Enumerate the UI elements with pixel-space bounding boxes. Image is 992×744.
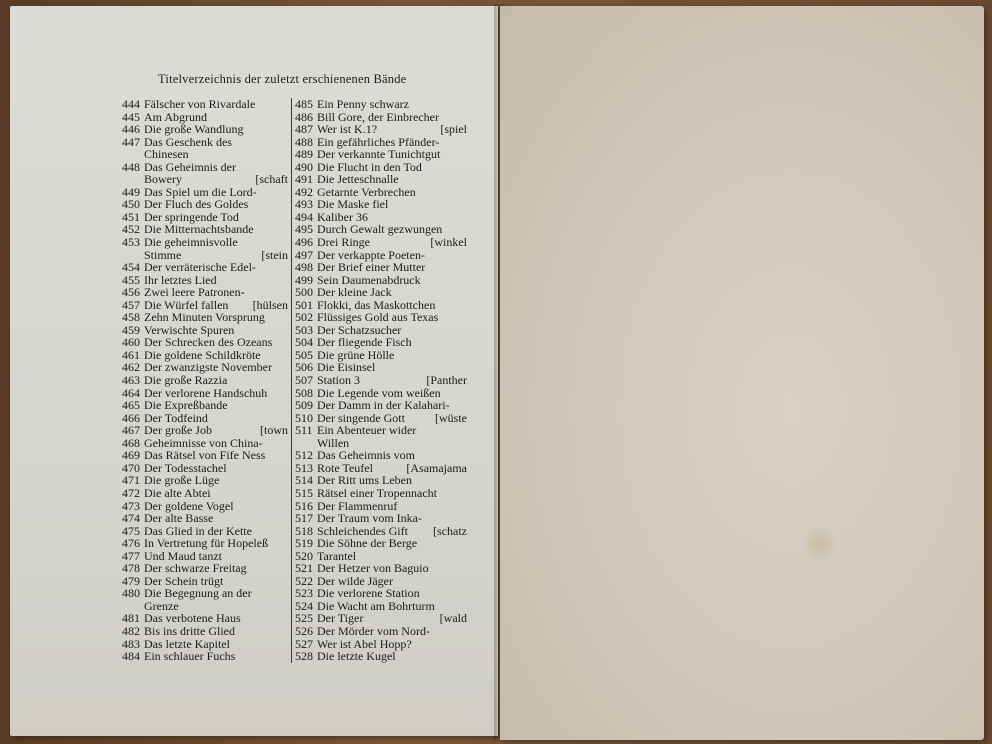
volume-title: Die Wacht am Bohrturm — [317, 598, 435, 613]
volume-title: Die große Wandlung — [144, 122, 244, 137]
volume-title: Bill Gore, der Einbrecher — [317, 109, 439, 124]
volume-number: 475 — [122, 523, 140, 538]
volume-number: 485 — [295, 97, 313, 111]
volume-number: 477 — [122, 548, 140, 563]
volume-title: Willen — [317, 435, 350, 450]
volume-title: Ein gefährliches Pfänder- — [317, 134, 440, 149]
volume-number: 490 — [295, 159, 313, 174]
volume-number: 470 — [122, 460, 140, 475]
volume-number: 455 — [122, 272, 140, 287]
volume-number: 528 — [295, 649, 313, 664]
volume-number: 525 — [295, 611, 313, 626]
volume-number: 506 — [295, 360, 313, 375]
volume-number: 502 — [295, 310, 313, 325]
volume-number: 497 — [295, 247, 313, 262]
volume-number: 500 — [295, 285, 313, 300]
volume-title: Drei Ringe — [317, 235, 370, 250]
volume-number: 498 — [295, 260, 313, 275]
volume-title: Die grüne Hölle — [317, 347, 395, 362]
volume-title: Der alte Basse — [144, 511, 214, 526]
volume-title: Chinesen — [144, 147, 189, 162]
volume-number: 491 — [295, 172, 313, 187]
volume-title: Fälscher von Rivardale — [144, 97, 256, 111]
volume-title: Ihr letztes Lied — [144, 272, 217, 287]
volume-title: Der verkappte Poeten- — [317, 247, 425, 262]
volume-number: 526 — [295, 623, 313, 638]
volume-title: Der zwanzigste November — [144, 360, 272, 375]
volume-title: Der kleine Jack — [317, 285, 392, 300]
volume-title: Ein Abenteuer wider — [317, 423, 417, 438]
volume-title: Wer ist Abel Hopp? — [317, 636, 412, 651]
volume-number: 518 — [295, 523, 313, 538]
volume-title: Der Schein trügt — [144, 573, 224, 588]
volume-title: Das Geschenk des — [144, 134, 232, 149]
volume-number: 471 — [122, 473, 140, 488]
volume-title: Zwei leere Patronen- — [144, 285, 245, 300]
volume-number: 486 — [295, 109, 313, 124]
volume-title: Der Todfeind — [144, 410, 208, 425]
title-continuation: [wüste — [435, 410, 467, 425]
volume-title: Die große Lüge — [144, 473, 220, 488]
volume-number: 520 — [295, 548, 313, 563]
volume-title: Der goldene Vogel — [144, 498, 234, 513]
volume-number: 482 — [122, 623, 140, 638]
volume-number: 517 — [295, 511, 313, 526]
volume-number: 509 — [295, 398, 313, 413]
volume-title: Die verlorene Station — [317, 586, 420, 601]
volume-number: 499 — [295, 272, 313, 287]
volume-title: Die große Razzia — [144, 373, 228, 388]
volume-title: Der Mörder vom Nord- — [317, 623, 430, 638]
volume-number: 453 — [122, 235, 140, 250]
volume-number: 466 — [122, 410, 140, 425]
volume-number: 457 — [122, 297, 140, 312]
title-entry — [295, 650, 467, 663]
volume-number: 480 — [122, 586, 140, 601]
volume-number: 511 — [295, 423, 313, 438]
title-continuation: [wald — [439, 611, 467, 626]
volume-title: Der Flammenruf — [317, 498, 398, 513]
volume-title: Und Maud tanzt — [144, 548, 222, 563]
volume-title: Das Glied in der Kette — [144, 523, 252, 538]
volume-title: Der Traum vom Inka- — [317, 511, 422, 526]
volume-title: Die Würfel fallen — [144, 297, 229, 312]
volume-title: Das Geheimnis der — [144, 159, 236, 174]
volume-number: 513 — [295, 460, 313, 475]
volume-title: In Vertretung für Hopeleß — [144, 536, 269, 551]
volume-number: 519 — [295, 536, 313, 551]
volume-number: 461 — [122, 347, 140, 362]
volume-title: Das verbotene Haus — [144, 611, 241, 626]
volume-number: 468 — [122, 435, 140, 450]
volume-title: Das Rätsel von Fife Ness — [144, 448, 266, 463]
volume-number: 444 — [122, 97, 140, 111]
title-continuation: [hülsen — [252, 297, 288, 312]
volume-number: 508 — [295, 385, 313, 400]
volume-number: 445 — [122, 109, 140, 124]
volume-number: 450 — [122, 197, 140, 212]
volume-title: Die Flucht in den Tod — [317, 159, 422, 174]
volume-number: 514 — [295, 473, 313, 488]
paper-stain — [800, 526, 840, 562]
volume-title: Der verlorene Handschuh — [144, 385, 268, 400]
title-continuation: [spiel — [440, 122, 467, 137]
volume-number: 515 — [295, 485, 313, 500]
volume-number: 505 — [295, 347, 313, 362]
volume-number: 465 — [122, 398, 140, 413]
title-entry — [122, 587, 288, 600]
volume-number: 456 — [122, 285, 140, 300]
volume-number: 496 — [295, 235, 313, 250]
volume-number: 460 — [122, 335, 140, 350]
volume-title: Rätsel einer Tropennacht — [317, 485, 437, 500]
volume-number: 484 — [122, 649, 140, 664]
volume-number: 451 — [122, 209, 140, 224]
volume-number: 527 — [295, 636, 313, 651]
volume-title: Der Todesstachel — [144, 460, 227, 475]
volume-number: 521 — [295, 561, 313, 576]
volume-number: 523 — [295, 586, 313, 601]
volume-title: Der schwarze Freitag — [144, 561, 247, 576]
volume-title: Ein Penny schwarz — [317, 97, 409, 111]
volume-title: Bowery — [144, 172, 182, 187]
volume-title: Das Geheimnis vom — [317, 448, 415, 463]
volume-title: Die Eisinsel — [317, 360, 376, 375]
volume-title: Station 3 — [317, 373, 361, 388]
volume-number: 474 — [122, 511, 140, 526]
volume-title: Die Söhne der Berge — [317, 536, 418, 551]
volume-title: Sein Daumenabdruck — [317, 272, 421, 287]
volume-title: Der verräterische Edel- — [144, 260, 256, 275]
volume-number: 463 — [122, 373, 140, 388]
volume-title: Der Brief einer Mutter — [317, 260, 426, 275]
volume-number: 464 — [122, 385, 140, 400]
volume-title: Wer ist K.1? — [317, 122, 378, 137]
title-continuation: [schatz — [433, 523, 467, 538]
volume-number: 462 — [122, 360, 140, 375]
volume-title: Der wilde Jäger — [317, 573, 393, 588]
volume-title: Getarnte Verbrechen — [317, 184, 416, 199]
volume-number: 472 — [122, 485, 140, 500]
volume-title: Flokki, das Maskottchen — [317, 297, 436, 312]
volume-title: Grenze — [144, 598, 179, 613]
page-heading: Titelverzeichnis der zuletzt erschienenen Bände — [158, 72, 407, 86]
volume-number: 448 — [122, 159, 140, 174]
title-continuation: [stein — [261, 247, 288, 262]
volume-number: 458 — [122, 310, 140, 325]
volume-number: 510 — [295, 410, 313, 425]
volume-title: Kaliber 36 — [317, 209, 368, 224]
volume-number: 447 — [122, 134, 140, 149]
volume-number: 524 — [295, 598, 313, 613]
volume-title: Die alte Abtei — [144, 485, 211, 500]
left-title-column — [122, 98, 288, 663]
volume-title: Bis ins dritte Glied — [144, 623, 235, 638]
volume-title: Die goldene Schildkröte — [144, 347, 261, 362]
volume-title: Der springende Tod — [144, 209, 239, 224]
volume-title: Die geheimnisvolle — [144, 235, 238, 250]
volume-number: 483 — [122, 636, 140, 651]
title-continuation: [Panther — [426, 373, 467, 388]
volume-title: Die Maske fiel — [317, 197, 389, 212]
title-entry — [122, 236, 288, 249]
volume-number: 522 — [295, 573, 313, 588]
volume-title: Der große Job — [144, 423, 212, 438]
volume-number: 446 — [122, 122, 140, 137]
volume-title: Der verkannte Tunichtgut — [317, 147, 441, 162]
volume-number: 488 — [295, 134, 313, 149]
title-continuation: [Asamajama — [406, 460, 467, 475]
volume-number: 501 — [295, 297, 313, 312]
volume-title: Durch Gewalt gezwungen — [317, 222, 443, 237]
volume-number: 495 — [295, 222, 313, 237]
volume-title: Die Begegnung an der — [144, 586, 252, 601]
right-page-blank — [500, 6, 984, 740]
volume-number: 449 — [122, 184, 140, 199]
title-continuation: [schaft — [255, 172, 288, 187]
volume-number: 452 — [122, 222, 140, 237]
volume-title: Der Ritt ums Leben — [317, 473, 412, 488]
volume-title: Der Schrecken des Ozeans — [144, 335, 273, 350]
volume-title: Der Schatzsucher — [317, 322, 402, 337]
volume-title: Stimme — [144, 247, 182, 262]
volume-title: Der singende Gott — [317, 410, 405, 425]
title-entry — [122, 650, 288, 663]
volume-number: 481 — [122, 611, 140, 626]
volume-title: Der Tiger — [317, 611, 364, 626]
volume-number: 459 — [122, 322, 140, 337]
volume-title: Der Hetzer von Baguio — [317, 561, 429, 576]
volume-title: Die Mitternachtsbande — [144, 222, 254, 237]
volume-title: Geheimnisse von China- — [144, 435, 263, 450]
volume-title: Ein schlauer Fuchs — [144, 649, 236, 664]
volume-title: Die letzte Kugel — [317, 649, 396, 664]
left-page — [10, 6, 498, 736]
title-continuation: [town — [260, 423, 288, 438]
volume-title: Flüssiges Gold aus Texas — [317, 310, 439, 325]
volume-title: Das Spiel um die Lord- — [144, 184, 257, 199]
volume-number: 478 — [122, 561, 140, 576]
volume-number: 516 — [295, 498, 313, 513]
volume-number: 476 — [122, 536, 140, 551]
volume-title: Der Damm in der Kalahari- — [317, 398, 450, 413]
volume-number: 503 — [295, 322, 313, 337]
volume-title: Der fliegende Fisch — [317, 335, 412, 350]
volume-number: 469 — [122, 448, 140, 463]
volume-title: Schleichendes Gift — [317, 523, 408, 538]
volume-title: Tarantel — [317, 548, 357, 563]
volume-number: 512 — [295, 448, 313, 463]
volume-number: 494 — [295, 209, 313, 224]
volume-number: 492 — [295, 184, 313, 199]
volume-title: Das letzte Kapitel — [144, 636, 230, 651]
volume-title: Die Jetteschnalle — [317, 172, 399, 187]
title-entry — [295, 424, 467, 437]
volume-title: Verwischte Spuren — [144, 322, 235, 337]
volume-number: 504 — [295, 335, 313, 350]
volume-number: 487 — [295, 122, 313, 137]
volume-title: Am Abgrund — [144, 109, 207, 124]
volume-number: 473 — [122, 498, 140, 513]
volume-number: 489 — [295, 147, 313, 162]
volume-number: 507 — [295, 373, 313, 388]
volume-title: Zehn Minuten Vorsprung — [144, 310, 265, 325]
volume-number: 467 — [122, 423, 140, 438]
volume-title: Der Fluch des Goldes — [144, 197, 249, 212]
right-title-column — [291, 98, 467, 663]
volume-number: 454 — [122, 260, 140, 275]
title-continuation: [winkel — [430, 235, 467, 250]
volume-title: Rote Teufel — [317, 460, 373, 475]
volume-number: 493 — [295, 197, 313, 212]
volume-title: Die Legende vom weißen — [317, 385, 441, 400]
volume-title: Die Expreßbande — [144, 398, 228, 413]
volume-number: 479 — [122, 573, 140, 588]
